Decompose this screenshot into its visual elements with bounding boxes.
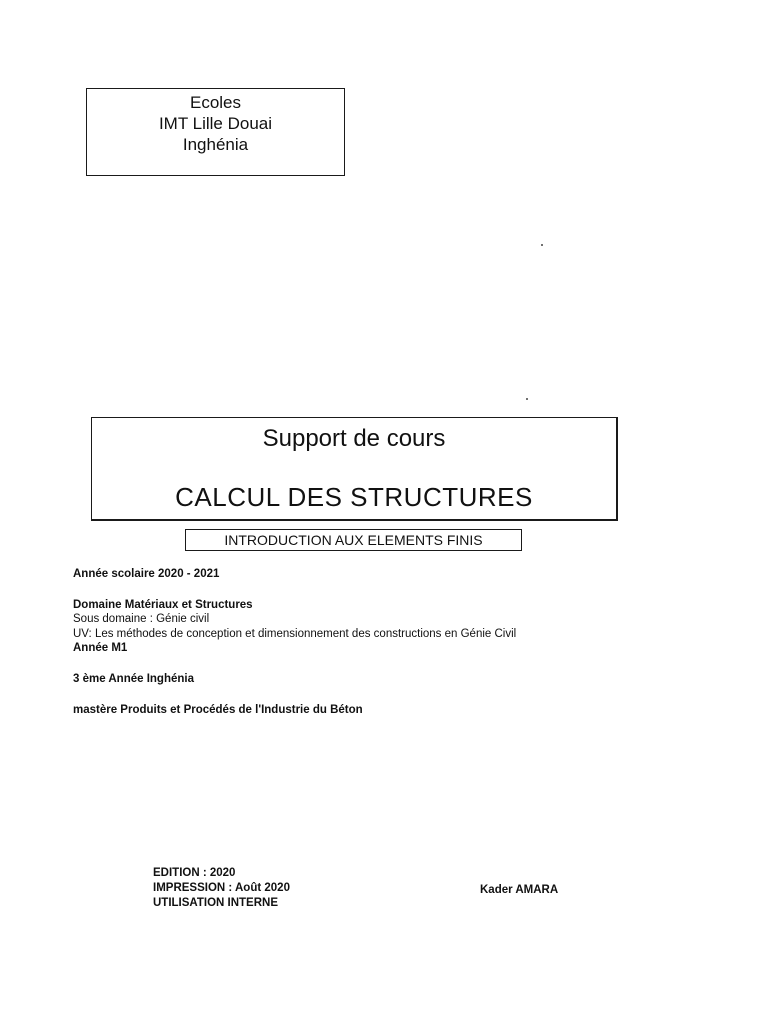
edition: EDITION : 2020 [153,867,236,879]
author: Kader AMARA [480,884,559,896]
domain-heading: Domaine Matériaux et Structures [73,599,253,611]
school-imt: IMT Lille Douai [158,114,273,133]
master-program: mastère Produits et Procédés de l'Industrie du Béton [73,704,363,716]
title-box [91,417,618,521]
schools-box [86,88,345,176]
third-year: 3 ème Année Inghénia [73,673,194,685]
year-m1: Année M1 [73,642,128,654]
scan-speck [526,398,528,400]
school-inghenia: Inghénia [182,135,249,154]
course-main-title: CALCUL DES STRUCTURES [175,482,533,512]
usage: UTILISATION INTERNE [153,897,279,909]
uv-description: UV: Les méthodes de conception et dimensionnement des constructions en Génie Civil [73,628,517,640]
scan-speck [541,244,543,246]
edition-block [153,866,290,911]
school-year: Année scolaire 2020 - 2021 [73,568,220,580]
course-subtitle: INTRODUCTION AUX ELEMENTS FINIS [185,529,522,551]
impression: IMPRESSION : Août 2020 [153,882,290,894]
sub-domain: Sous domaine : Génie civil [73,613,210,625]
course-support-title: Support de cours [262,425,446,452]
schools-label: Ecoles [189,93,242,112]
